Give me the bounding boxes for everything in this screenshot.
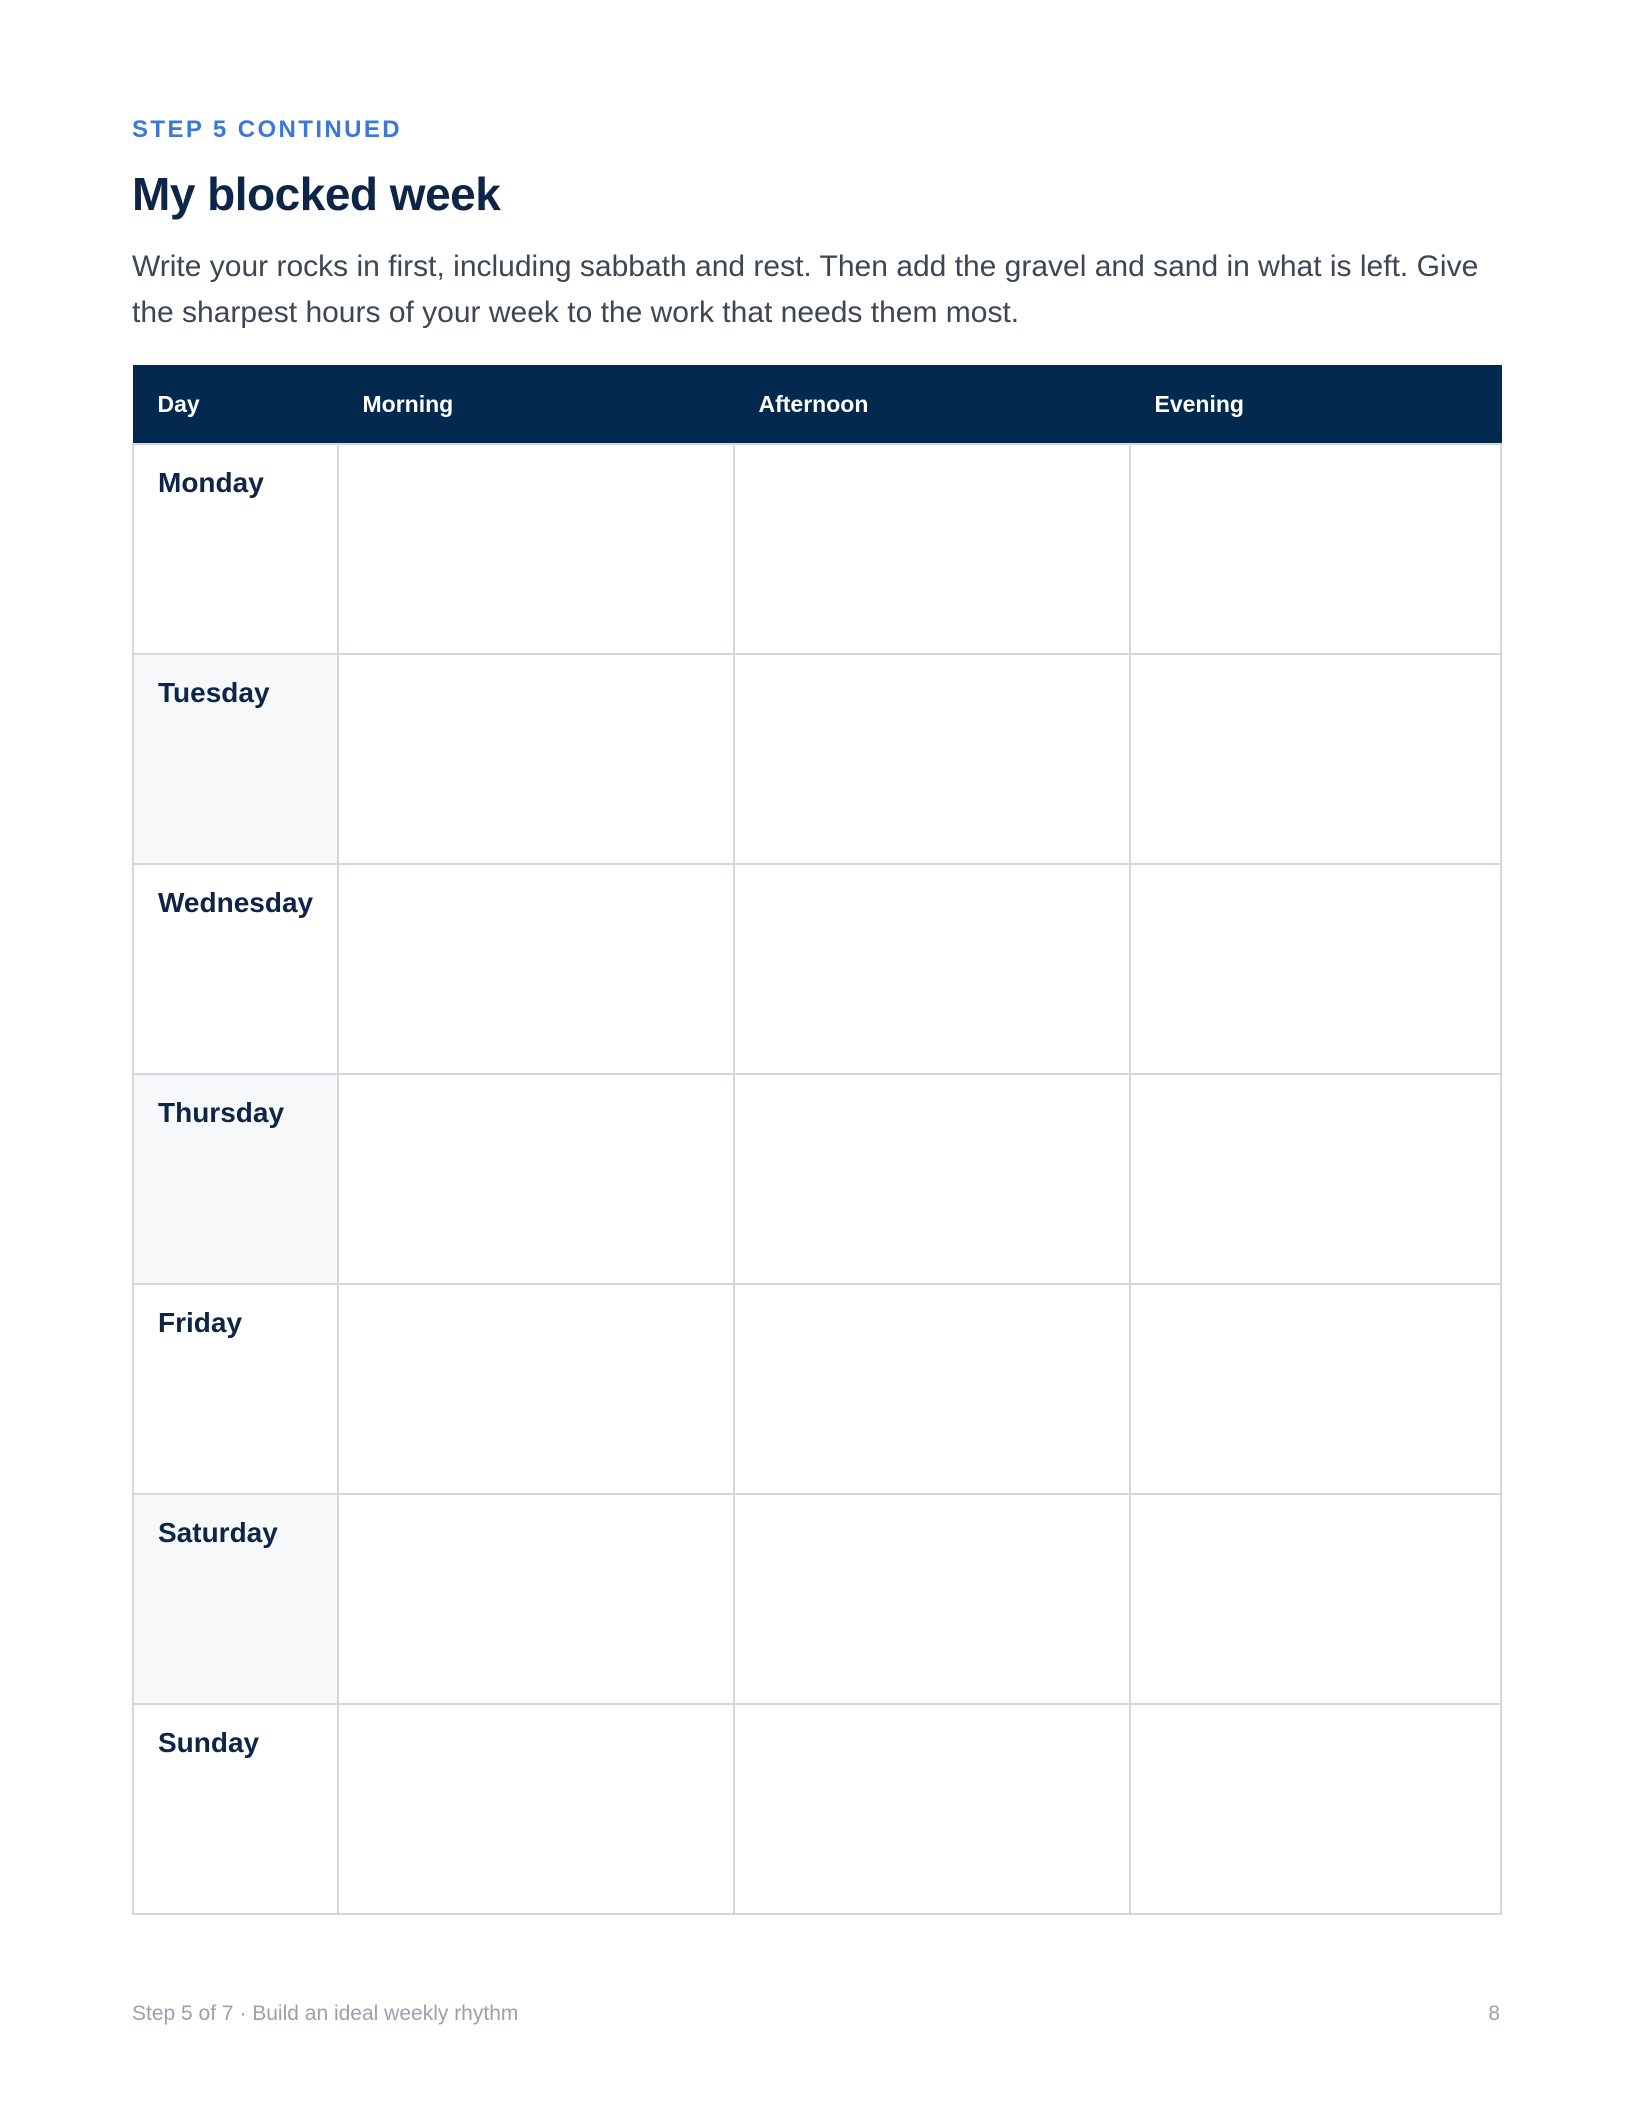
weekly-schedule-table [132, 365, 1502, 1915]
step-eyebrow: STEP 5 CONTINUED [132, 116, 402, 143]
afternoon-cell[interactable] [734, 444, 1130, 654]
column-header-afternoon: Afternoon [734, 366, 1130, 444]
evening-cell[interactable] [1130, 1074, 1501, 1284]
evening-cell[interactable] [1130, 444, 1501, 654]
column-header-evening: Evening [1130, 366, 1501, 444]
table-row [133, 654, 1501, 864]
table-row [133, 1284, 1501, 1494]
day-label: Friday [133, 1284, 338, 1494]
column-header-day: Day [133, 366, 338, 444]
morning-cell[interactable] [338, 1494, 734, 1704]
table-row [133, 1704, 1501, 1914]
evening-cell[interactable] [1130, 864, 1501, 1074]
morning-cell[interactable] [338, 654, 734, 864]
afternoon-cell[interactable] [734, 654, 1130, 864]
evening-cell[interactable] [1130, 1704, 1501, 1914]
day-label: Thursday [133, 1074, 338, 1284]
morning-cell[interactable] [338, 1074, 734, 1284]
morning-cell[interactable] [338, 864, 734, 1074]
day-label: Sunday [133, 1704, 338, 1914]
page-number: 8 [1488, 2002, 1500, 2025]
day-label: Tuesday [133, 654, 338, 864]
page-title: My blocked week [132, 168, 501, 220]
morning-cell[interactable] [338, 1704, 734, 1914]
day-label: Saturday [133, 1494, 338, 1704]
morning-cell[interactable] [338, 1284, 734, 1494]
column-header-morning: Morning [338, 366, 734, 444]
afternoon-cell[interactable] [734, 1284, 1130, 1494]
table-row [133, 1074, 1501, 1284]
footer-step-info: Step 5 of 7 · Build an ideal weekly rhythm [132, 2002, 519, 2025]
table-header-row [133, 366, 1501, 444]
table-row [133, 1494, 1501, 1704]
evening-cell[interactable] [1130, 1284, 1501, 1494]
day-label: Wednesday [133, 864, 338, 1074]
afternoon-cell[interactable] [734, 1494, 1130, 1704]
table-row [133, 864, 1501, 1074]
evening-cell[interactable] [1130, 1494, 1501, 1704]
morning-cell[interactable] [338, 444, 734, 654]
evening-cell[interactable] [1130, 654, 1501, 864]
intro-text: Write your rocks in first, including sabbath and rest. Then add the gravel and sand in what is left. Give the sharpest hours of your week to the work that needs them most. [132, 250, 1479, 329]
day-label: Monday [133, 444, 338, 654]
afternoon-cell[interactable] [734, 864, 1130, 1074]
afternoon-cell[interactable] [734, 1074, 1130, 1284]
afternoon-cell[interactable] [734, 1704, 1130, 1914]
table-row [133, 444, 1501, 654]
